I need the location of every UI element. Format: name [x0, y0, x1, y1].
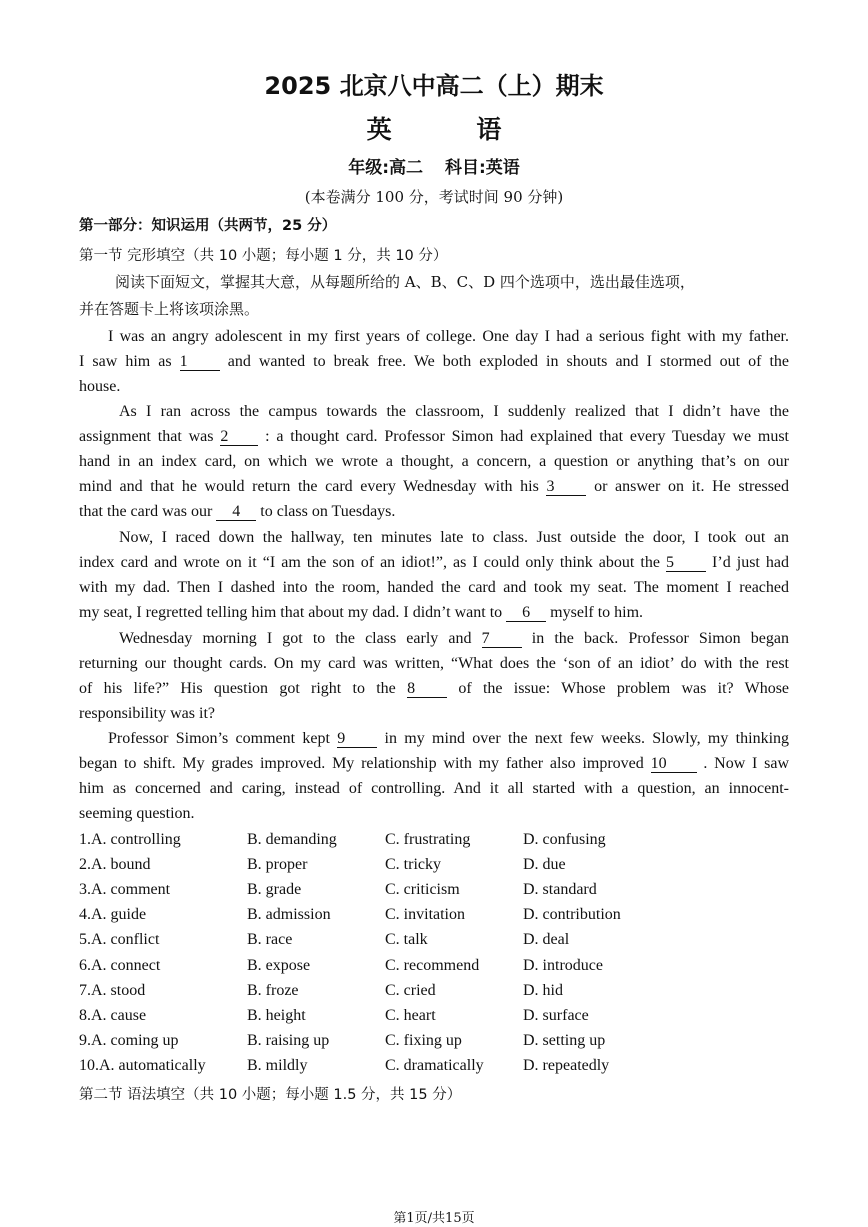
- passage-line: [79, 680, 789, 698]
- passage-text: and wanted to break free. We both exploded in shouts and I stormed out of the: [227, 353, 790, 370]
- passage-line: [119, 630, 789, 648]
- passage-line: him as concerned and caring, instead of controlling. And it all started with a question, an innocent-: [79, 780, 789, 797]
- blank-3: 3: [546, 479, 586, 496]
- passage-line: As I ran across the campus towards the classroom, I suddenly realized that I didn’t have the: [119, 403, 789, 420]
- exam-title: 2025 北京八中高二（上）期末: [264, 72, 604, 100]
- passage-text: my seat, I regretted telling him that about my dad. I didn’t want to: [79, 604, 503, 621]
- passage-text: to class on Tuesdays.: [260, 503, 396, 520]
- subject-title: 英 语: [366, 115, 540, 144]
- option-1-b: B. demanding: [247, 831, 337, 848]
- option-10-c: C. dramatically: [385, 1056, 484, 1074]
- option-6-d: D. introduce: [523, 956, 603, 974]
- exam-info: (本卷满分 100 分，考试时间 90 分钟): [304, 188, 564, 206]
- option-9-b: B. raising up: [247, 1031, 330, 1049]
- blank-10: 10: [651, 756, 697, 773]
- passage-line: [79, 478, 789, 496]
- option-8-a: 8.A. cause: [79, 1006, 147, 1024]
- option-3-d: D. standard: [523, 881, 597, 899]
- passage-line: [79, 755, 789, 773]
- blank-8: 8: [407, 681, 447, 698]
- blank-4: 4: [216, 504, 256, 521]
- passage-line: responsibility was it?: [79, 705, 215, 722]
- option-4-a: 4.A. guide: [79, 906, 147, 924]
- passage-line: Now, I raced down the hallway, ten minutes late to class. Just outside the door, I took out an: [119, 529, 789, 546]
- passage-line: hand in an index card, on which we wrote a thought, a concern, a question or anything that’s on our: [79, 453, 789, 470]
- option-8-b: B. height: [247, 1006, 306, 1024]
- passage-text: myself to him.: [550, 604, 644, 621]
- option-2-c: C. tricky: [385, 856, 441, 874]
- option-6-b: B. expose: [247, 956, 311, 974]
- option-10-d: D. repeatedly: [523, 1056, 610, 1074]
- grade-label: 年级:高二: [348, 158, 424, 178]
- grade-subject-line: [0, 153, 868, 178]
- passage-text: I’d just had: [712, 554, 790, 571]
- option-3-b: B. grade: [247, 881, 302, 899]
- blank-5: 5: [666, 555, 706, 572]
- passage-line: with my dad. Then I dashed into the room, handed the card and took my seat. The moment I reached: [79, 579, 789, 596]
- passage-line: [79, 554, 789, 572]
- option-5-d: D. deal: [523, 931, 570, 949]
- option-9-d: D. setting up: [523, 1031, 606, 1049]
- passage-line: house.: [79, 378, 121, 395]
- passage-text: assignment that was: [79, 428, 214, 445]
- option-2-b: B. proper: [247, 856, 308, 874]
- passage-text: began to shift. My grades improved. My relationship with my father also improved: [79, 755, 644, 772]
- option-4-c: C. invitation: [385, 906, 465, 924]
- blank-9: 9: [337, 731, 377, 748]
- passage-line: I was an angry adolescent in my first years of college. One day I had a serious fight with my father.: [108, 328, 789, 345]
- option-9-a: 9.A. coming up: [79, 1031, 179, 1049]
- passage-text: index card and wrote on it “I am the son of an idiot!”, as I could only think about the: [79, 554, 660, 571]
- passage-text: . Now I saw: [703, 755, 790, 772]
- option-2-a: 2.A. bound: [79, 856, 151, 874]
- passage-text: of the issue: Whose problem was it? Whose: [458, 680, 790, 697]
- option-1-c: C. frustrating: [385, 831, 471, 848]
- course-label: 科目:英语: [444, 158, 520, 178]
- option-7-a: 7.A. stood: [79, 981, 146, 999]
- instruction-line: 并在答题卡上将该项涂黑。: [79, 300, 260, 318]
- option-6-c: C. recommend: [385, 956, 480, 974]
- option-5-b: B. race: [247, 931, 293, 949]
- option-5-c: C. talk: [385, 931, 428, 949]
- option-10-a: 10.A. automatically: [79, 1056, 206, 1074]
- option-3-a: 3.A. comment: [79, 881, 171, 899]
- option-4-d: D. contribution: [523, 906, 621, 924]
- option-3-c: C. criticism: [385, 881, 460, 899]
- passage-line: [108, 730, 789, 748]
- option-7-c: C. cried: [385, 981, 436, 999]
- option-4-b: B. admission: [247, 906, 331, 924]
- passage-text: Professor Simon’s comment kept: [108, 730, 330, 747]
- passage-text: that the card was our: [79, 503, 213, 520]
- passage-text: I saw him as: [79, 353, 172, 370]
- passage-line: returning our thought cards. On my card was written, “What does the ‘son of an idiot’ do with the rest: [79, 655, 789, 672]
- blank-7: 7: [482, 631, 522, 648]
- option-5-a: 5.A. conflict: [79, 931, 160, 949]
- passage-text: mind and that he would return the card every Wednesday with his: [79, 478, 539, 495]
- passage-line: [79, 428, 789, 446]
- option-6-a: 6.A. connect: [79, 956, 161, 974]
- blank-6: 6: [506, 605, 546, 622]
- passage-line: seeming question.: [79, 805, 195, 822]
- section1-title: 第一节 完形填空（共 10 小题；每小题 1 分，共 10 分）: [79, 248, 448, 264]
- option-9-c: C. fixing up: [385, 1031, 462, 1049]
- option-7-b: B. froze: [247, 981, 299, 999]
- passage-text: Wednesday morning I got to the class early and: [119, 630, 472, 647]
- option-8-c: C. heart: [385, 1006, 436, 1024]
- passage-line: [79, 604, 789, 622]
- option-7-d: D. hid: [523, 981, 563, 999]
- passage-text: or answer on it. He stressed: [594, 478, 790, 495]
- option-1-d: D. confusing: [523, 831, 606, 848]
- instruction-line: 阅读下面短文，掌握其大意，从每题所给的 A、B、C、D 四个选项中，选出最佳选项，: [115, 273, 695, 291]
- option-1-a: 1.A. controlling: [79, 831, 181, 848]
- passage-line: [79, 503, 789, 521]
- option-10-b: B. mildly: [247, 1056, 308, 1074]
- option-8-d: D. surface: [523, 1006, 589, 1024]
- passage-text: in the back. Professor Simon began: [531, 630, 790, 647]
- part1-title: 第一部分：知识运用（共两节，25 分）: [79, 218, 337, 234]
- blank-2: 2: [220, 429, 258, 446]
- passage-text: in my mind over the next few weeks. Slowly, my thinking: [384, 730, 790, 747]
- blank-1: 1: [180, 354, 220, 371]
- option-2-d: D. due: [523, 856, 566, 874]
- page-footer: 第1页/共15页: [393, 1211, 475, 1226]
- passage-line: [79, 353, 789, 371]
- passage-text: : a thought card. Professor Simon had explained that every Tuesday we must: [265, 428, 790, 445]
- passage-text: of his life?” His question got right to the: [79, 680, 396, 697]
- section2-title: 第二节 语法填空（共 10 小题；每小题 1.5 分，共 15 分）: [79, 1087, 462, 1103]
